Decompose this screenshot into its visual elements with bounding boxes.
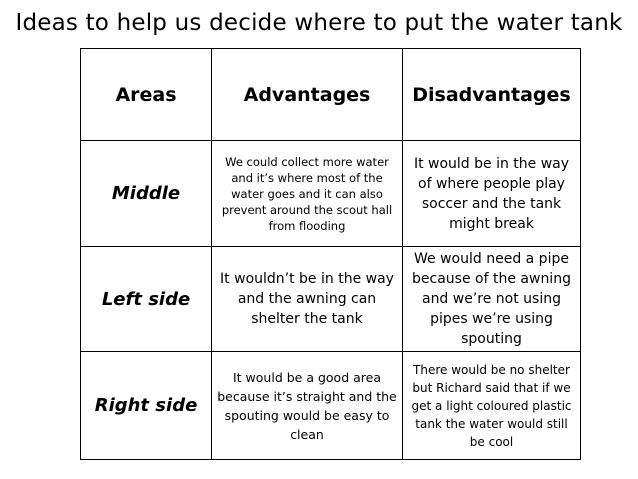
- table-row: [81, 352, 581, 460]
- header-areas: Areas: [81, 49, 212, 141]
- header-disadvantages: Disadvantages: [403, 49, 581, 141]
- advantages-cell: We could collect more water and it’s where most of the water goes and it can also prevent around the scout hall from flooding: [212, 141, 403, 247]
- advantages-cell: It would be a good area because it’s straight and the spouting would be easy to clean: [212, 352, 403, 460]
- area-cell: Left side: [81, 247, 212, 352]
- table-row: [81, 141, 581, 247]
- ideas-table: [80, 48, 581, 460]
- table-row: [81, 247, 581, 352]
- advantages-cell: It wouldn’t be in the way and the awning can shelter the tank: [212, 247, 403, 352]
- table-header-row: [81, 49, 581, 141]
- disadvantages-cell: There would be no shelter but Richard said that if we get a light coloured plastic tank the water would still be cool: [403, 352, 581, 460]
- disadvantages-cell: It would be in the way of where people play soccer and the tank might break: [403, 141, 581, 247]
- header-advantages: Advantages: [212, 49, 403, 141]
- page-title: Ideas to help us decide where to put the water tank: [15, 10, 623, 36]
- area-cell: Middle: [81, 141, 212, 247]
- area-cell: Right side: [81, 352, 212, 460]
- disadvantages-cell: We would need a pipe because of the awning and we’re not using pipes we’re using spouting: [403, 247, 581, 352]
